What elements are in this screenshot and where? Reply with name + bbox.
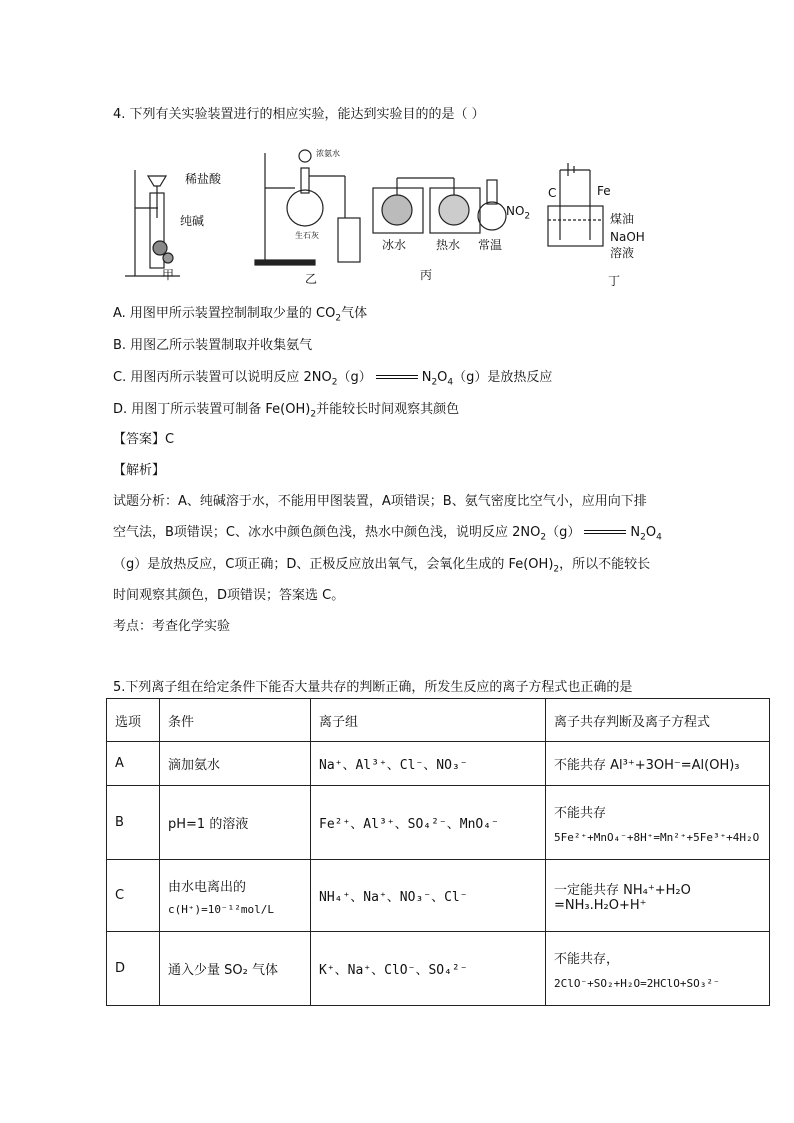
kaodian: 考点：考查化学实验 (113, 619, 231, 634)
question-4-title: 4. 下列有关实验装置进行的相应实验，能达到实验目的的是（ ） (113, 107, 485, 122)
figure-label-bing: 丙 (420, 268, 433, 282)
question-5-title: 5.下列离子组在给定条件下能否大量共存的判断正确，所发生反应的离子方程式也正确的是 (113, 680, 633, 695)
answer: 【答案】C (113, 432, 175, 447)
apparatus-ding (548, 163, 603, 246)
table-header-row (107, 699, 770, 742)
apparatus-figure (120, 148, 645, 288)
row-option: D (107, 932, 160, 1006)
label-ice-water: 冰水 (382, 238, 407, 252)
row-condition: 通入少量 SO₂ 气体 (160, 932, 311, 1006)
header-ion-group: 离子组 (311, 699, 546, 742)
apparatus-bing (373, 178, 506, 233)
option-b: B. 用图乙所示装置制取并收集氨气 (113, 338, 313, 353)
row-condition: 滴加氨水 (160, 742, 311, 786)
row-condition: 由水电离出的 c(H⁺)=10⁻¹²mol/L (160, 860, 311, 932)
apparatus-yi (255, 150, 360, 265)
table-row (107, 932, 770, 1006)
ion-table (106, 698, 770, 1006)
row-option: C (107, 860, 160, 932)
table-row (107, 786, 770, 860)
label-no2: $NO_2$ (506, 204, 531, 222)
row-judgement: 不能共存 5Fe²⁺+MnO₄⁻+8H⁺=Mn²⁺+5Fe³⁺+4H₂O (546, 786, 770, 860)
table-row (107, 742, 770, 786)
row-judgement: 不能共存， 2ClO⁻+SO₂+H₂O=2HClO+SO₃²⁻ (546, 932, 770, 1006)
label-kerosene: 煤油 (610, 212, 635, 226)
row-ions: Fe²⁺、Al³⁺、SO₄²⁻、MnO₄⁻ (311, 786, 546, 860)
analysis-label: 【解析】 (113, 463, 166, 478)
row-ions: K⁺、Na⁺、ClO⁻、SO₄²⁻ (311, 932, 546, 1006)
figure-label-ding: 丁 (608, 274, 621, 288)
equilibrium-arrow-icon (584, 530, 626, 534)
option-a: A. 用图甲所示装置控制制取少量的 $CO_2$气体 (113, 306, 368, 324)
table-row (107, 860, 770, 932)
equilibrium-arrow-icon (376, 375, 418, 379)
label-conc-ammonia: 浓氨水 (316, 149, 340, 158)
header-condition: 条件 (160, 699, 311, 742)
row-option: A (107, 742, 160, 786)
label-iron: Fe (597, 184, 611, 198)
header-option: 选项 (107, 699, 160, 742)
label-quicklime: 生石灰 (295, 231, 319, 240)
figure-label-jia: 甲 (162, 268, 175, 282)
apparatus-jia (125, 170, 180, 276)
analysis-line-2: 空气法，B项错误；C、冰水中颜色颜色浅，热水中颜色浅，说明反应 $2NO_2(g)$ $N_2O_4$ (113, 525, 662, 543)
row-judgement: 不能共存 Al³⁺+3OH⁻=Al(OH)₃ (546, 742, 770, 786)
label-solution: 溶液 (610, 246, 635, 260)
analysis-line-4: 时间观察其颜色，D项错误；答案选 C。 (113, 588, 345, 603)
figure-label-yi: 乙 (305, 272, 318, 286)
analysis-line-1: 试题分析：A、纯碱溶于水，不能用甲图装置，A项错误；B、氨气密度比空气小，应用向下排 (113, 494, 647, 509)
label-hot-water: 热水 (436, 238, 461, 252)
label-room-temp: 常温 (478, 238, 503, 252)
row-option: B (107, 786, 160, 860)
option-d: D. 用图丁所示装置可制备 $Fe(OH)_2$并能较长时间观察其颜色 (113, 402, 460, 420)
label-carbon: C (548, 186, 557, 200)
option-c: C. 用图丙所示装置可以说明反应 $2NO_2(g)$ $N_2O_4(g)$是放热反应 (113, 370, 553, 388)
row-condition: pH=1 的溶液 (160, 786, 311, 860)
row-ions: Na⁺、Al³⁺、Cl⁻、NO₃⁻ (311, 742, 546, 786)
label-dilute-hcl: 稀盐酸 (185, 172, 222, 186)
row-judgement: 一定能共存 NH₄⁺+H₂O =NH₃.H₂O+H⁺ (546, 860, 770, 932)
label-naoh: NaOH (610, 230, 645, 244)
header-judgement: 离子共存判断及离子方程式 (546, 699, 770, 742)
row-ions: NH₄⁺、Na⁺、NO₃⁻、Cl⁻ (311, 860, 546, 932)
analysis-line-3: （g）是放热反应，C项正确；D、正极反应放出氧气，会氧化生成的 $Fe(OH)_2$，所以不能较长 (113, 557, 651, 575)
label-soda-ash: 纯碱 (180, 214, 205, 228)
